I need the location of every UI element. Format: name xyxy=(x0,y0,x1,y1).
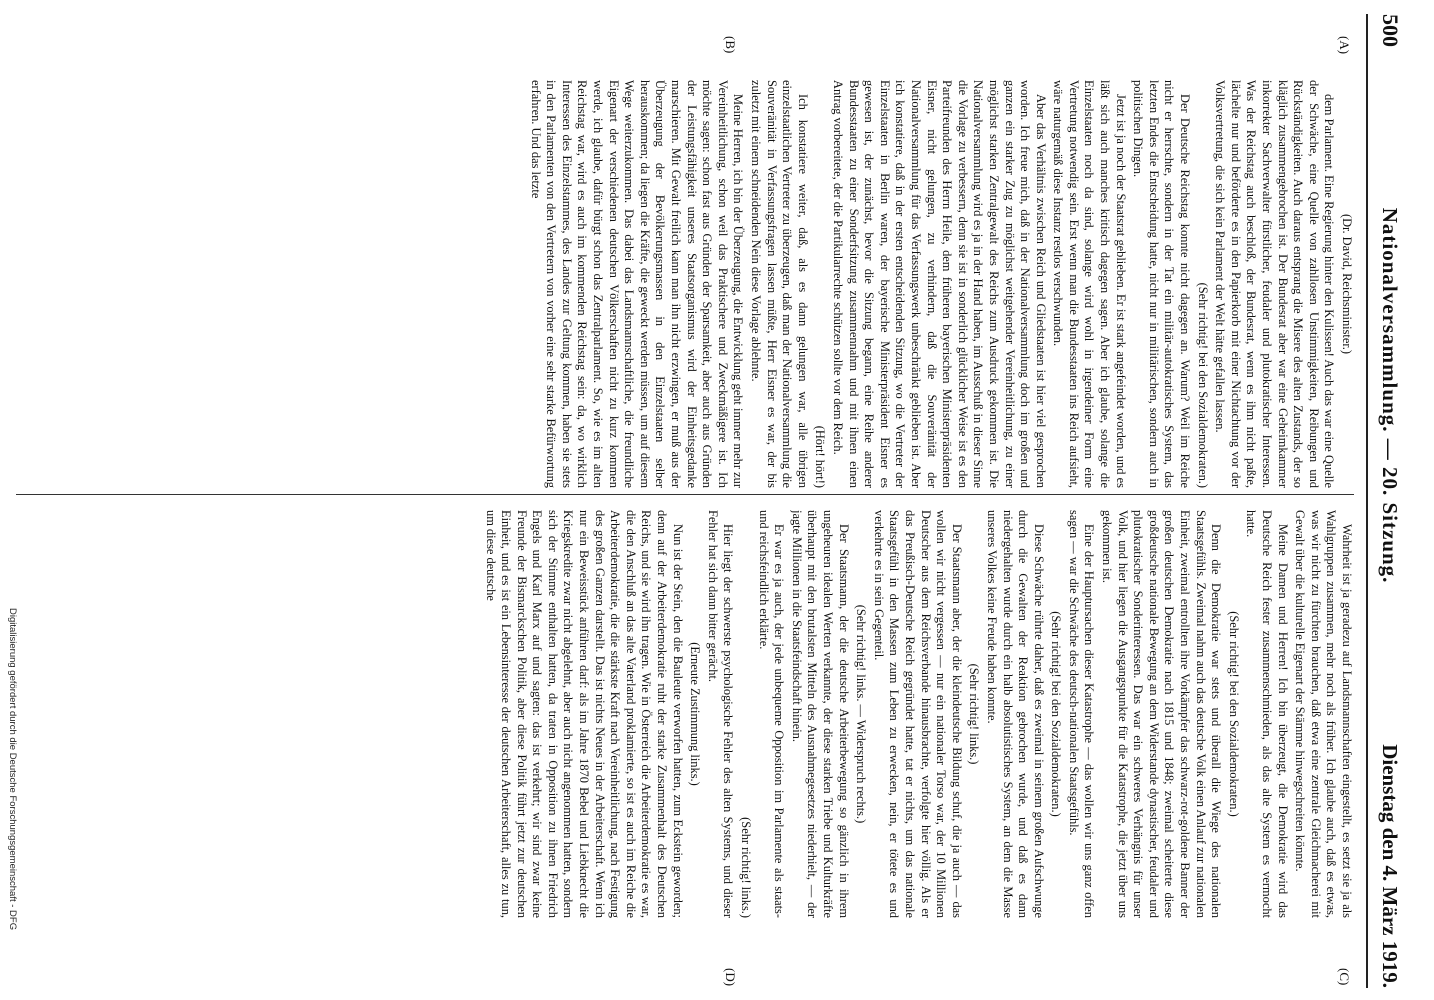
applause-note: (Sehr richtig! bei den Sozialdemokraten.) xyxy=(1195,282,1210,488)
paragraph: dem Parlament. Eine Regierung hinter den Kulissen! Auch das war eine Quelle der Schwäche, eine Quelle von zahllosen Unstimmigkeiten, Reibungen und Rückständigkeiten. Auch daraus entsprang die Misere des alten Zustands, der so kläglich zusammengebrochen ist. Der Bundesrat aber war eine Geheimkammer inkorrekter Sachverwalter fürstlicher, feudaler und plutokratischer Interessen. Was der Reichstag auch beschloß, der Bundesrat, wenn es ihm nicht paßte, lächelte nur und beförderte es in den Papierkorb mit einer Nichtachtung vor der Volksvertretung, die sich kein Parlament der Welt hätte gefallen lassen. xyxy=(1213,80,1337,488)
page-header xyxy=(1366,14,1412,988)
paragraph: Eine der Hauptursachen dieser Katastrophe — das wollen wir uns ganz offen sagen — war die Schwäche des deutsch-nationalen Staatsgefühls. xyxy=(1066,510,1097,918)
paragraph: Meine Herren, ich bin der Überzeugung, die Entwicklung geht immer mehr zur Vereinheitlichung, schon weil das Praktischere und Zweckmäßigere ist. Ich möchte sagen: schon fast aus Gründen der Sparsamkeit, aber auch aus Gründen der Leistungsfähigkeit unseres Staatsorganismus wird der Einheitsgedanke marschieren. Mit Gewalt freilich kann man ihn nicht erzwingen, er muß aus der Überzeugung der Bevölkerungsmassen in den Einzelstaaten selber herauskommen; da liegen die Kräfte, die geweckt werden müssen, um auf diesem Wege weiterzukommen. Das dabei das Landsmannschaftliche, die freundliche Eigenart der verschiedenen deutschen Völkerschaften nicht zu kurz kommen werde, ich glaube, dafür bürgt schon das Zentralparlament. So, wie es im alten Reichstag war, wird es auch im kommenden Reichstag sein: da, wo wirklich Interessen des Einzelstammes, des Landes zur Geltung kommen, haben sie stets in den Parlamenten von den Vertretern von vorher eine sehr starke Befürwortung erfahren. Und das letzte xyxy=(528,80,746,488)
margin-marker-c: (C) xyxy=(1337,968,1352,986)
column-divider xyxy=(16,494,1354,495)
paragraph: Aber das Verhältnis zwischen Reich und Gliedstaaten ist hier viel gesprochen worden. Ich freue mich, daß in der Nationalversammlung doch im großen und ganzen ein starker Zug zu möglichst weitgehender Vereinheitlichung, zu einer möglichst starken Zentralgewalt des Reichs zum Ausdruck gekommen ist. Die Nationalversammlung wird es ja in der Hand haben, im Ausschuß in dieser Sinne die Vorlage zu verbessern, denn sie ist in sonderlich glücklicher Weise ist es den Parteifreunden des Herrn Heile, dem früheren bayerischen Ministerpräsidenten Eisner, nicht gelungen, zu verhindern, daß die Souveränität der Nationalversammlung für das Verfassungswerk unbeschränkt geblieben ist. Aber ich konstatiere, daß in der ersten entscheidenden Sitzung, wo die Vertreter der Einzelstaaten in Berlin waren, der bayerische Ministerpräsident Eisner es gewesen ist, der zunächst, bevor die Sitzung begann, eine Reihe anderer Bundesstaaten zu einer Sonderfsitzung zusammennahm und mit ihnen einen Antrag vorbereitete, der die Partikularrechte schützen sollte vor dem Reich. xyxy=(831,80,1048,488)
applause-note: (Hört! hört!) xyxy=(813,425,828,488)
applause-note: (Sehr richtig! bei den Sozialdemokraten.) xyxy=(1049,611,1064,817)
margin-marker-a: (A) xyxy=(1337,36,1352,55)
applause-note: (Sehr richtig! links.) xyxy=(739,817,754,918)
paragraph: Er war es ja auch, der jede unbequeme Opposition im Parlamente als staats- und reichsfeindlich erklärte. xyxy=(756,510,787,918)
right-column xyxy=(16,510,1354,918)
paragraph: Jetzt ist ja noch der Staatsrat geblieben. Er ist stark angefeindet worden, und es läßt sich auch manches kritisch dagegen sagen. Aber ich glaube, solange die Einzelstaaten noch da sind, solange wird wohl in irgendeiner Form eine Vertretung notwendig sein. Erst wenn man die Bundesstaaten ins Reich aufsieht, wäre naturgemäß diese Instanz restlos verschwunden. xyxy=(1051,80,1128,488)
paragraph: Der Staatsmann aber, der die kleindeutsche Bildung schuf, die ja auch — das wollen wir nicht vergessen — nur ein nationaler Torso war, der 10 Millionen Deutscher aus dem Reichsverbande hinausbrachte, verfolgte hier völlig. Als er das Preußisch-Deutsche Reich gegründet hatte, tat er nichts, um das nationale Staatsgefühl in den Massen zum Leben zu erwecken, nein, er tötete es und verkehrte es in sein Gegenteil. xyxy=(871,510,964,918)
applause-note: (Erneute Zustimmung links.) xyxy=(688,642,703,786)
margin-marker-d: (D) xyxy=(723,968,738,987)
speaker-label: (Dr. David, Reichsminister.) xyxy=(1340,213,1354,355)
footer-text: Digitalisierung gefördert durch die Deutsche Forschungsgemeinschaft - DFG xyxy=(7,608,18,931)
page-number: 500 xyxy=(1378,14,1403,47)
paragraph: Denn die Demokratie war stets und überall die Wiege des nationalen Staatsgefühls. Zweimal nahm auch das deutsche Volk einen Anlauf zur nationalen Einheit, zweimal entrollten ihre Vorkämpfer das schwarz-rot-goldene Banner der großen deutschen Demokratie nach 1815 und 1848; zweimal scheiterte diese großdeutsche nationale Bewegung an dem Widerstande dynastischer, feudaler und plutokratischer Sonderinteressen. Das war ein schweres Verhängnis für unser Volk, und hier liegen die Ausgangspunkte für die Katastrophe, die jetzt über uns gekommen ist. xyxy=(1100,510,1224,918)
applause-note: (Sehr richtig! links.) xyxy=(967,663,982,765)
footer-credit xyxy=(6,608,18,988)
session-date: Dienstag den 4. März 1919. xyxy=(1378,744,1403,988)
margin-marker-b: (B) xyxy=(723,36,738,54)
applause-note: (Sehr richtig! bei den Sozialdemokraten.) xyxy=(1226,611,1241,817)
page-title: Nationalversammlung. — 20. Sitzung. xyxy=(1378,207,1403,584)
paragraph: Wahrheit ist ja geradezu auf Landsmannschaften eingestellt, es setzt sie ja als Wahlgruppen zusammen, mehr noch als früher. Ich glaube auch, daß es etwas, was wir nicht zu fürchten brauchen, daß etwa eine zentrale Gleichmacherei mit Gewalt über die kulturelle Eigenart der Stämme hinwegschreiten könnte. xyxy=(1293,510,1354,918)
paragraph: Diese Schwäche rührte daher, daß es zweimal in seinem großen Aufschwunge durch die Gewalten der Reaktion gebrochen wurde, und daß es dann niedergehalten wurde durch ein halb absolutistisches System, an dem die Masse unseres Volkes keine Freude haben konnte. xyxy=(984,510,1046,918)
paragraph: Meine Damen und Herren! Ich bin überzeugt, die Demokratie wird das Deutsche Reich fester zusammenschmieden, als das alte System es vermocht hatte. xyxy=(1244,510,1290,918)
paragraph: Ich konstatiere weiter, daß, als es dann gelungen war, alle übrigen einzelstaatlichen Vertreter zu überzeugen, daß man der Nationalversammlung die Souveränität in Verfassungsfragen lassen müßte, Herr Eisner es war, der bis zuletzt mit einem schneidenden Nein diese Vorlage ablehnte. xyxy=(749,80,810,488)
paragraph: Hier liegt der schwerste psychologische Fehler des alten Systems, und dieser Fehler hat sich dann bitter gerächt. xyxy=(705,510,736,918)
paragraph: Der Staatsmann, der die deutsche Arbeiterbewegung so gänzlich in ihrem ungeheuren idealen Werten verkannte, der diese starken Triebe und Kulturkräfte überhaupt mit den brutalsten Mitteln des Ausnahmegesetzes niederhielt, — der jagte Millionen in die Staatsfeindschaft hinein. xyxy=(789,510,851,918)
left-column xyxy=(16,80,1354,488)
paragraph: Der Deutsche Reichstag konnte nicht dagegen an. Warum? Weil im Reiche nicht er herrschte, sondern in der Tat ein militär-autokratisches System, das letzten Endes die Entscheidung hatte, nicht nur in militärischen, sondern auch in politischen Dingen. xyxy=(1131,80,1193,488)
applause-note: (Sehr richtig! links. — Widerspruch rechts.) xyxy=(854,604,869,824)
paragraph: Nun ist der Stein, den die Bauleute verworfen hatten, zum Eckstein geworden; denn auf der Arbeiterdemokratie ruht der starke Zusammenhalt des Deutschen Reichs, und sie wird ihn tragen. Wie in Österreich die Arbeiterdemokratie es war, die den Anschluß an das alte Vaterland proklamierte, so ist es auch im Reiche die Arbeiterdemokratie, die die stärkste Kraft nach Vereinheitlichung, nach Festigung des großen Ganzen darstellt. Das ist nichts Neues in der Arbeiterschaft. Wenn ich nur ein Beweisstück anführen darf: als im Jahre 1870 Bebel und Liebknecht die Kriegskredite zwar nicht abgelehnt, aber auch nicht angenommen hatten, sondern sich der Stimme enthalten hatten, da traten in Opposition zu ihnen Friedrich Engels und Karl Marx auf und sagten: das ist verkehrt; wir sind zwar keine Freunde der Bismarckschen Politik, aber diese Politik führt jetzt zur deutschen Einheit, und es ist ein Lebensinteresse der deutschen Arbeiterschaft, alles zu tun, um diese deutsche xyxy=(483,510,685,918)
